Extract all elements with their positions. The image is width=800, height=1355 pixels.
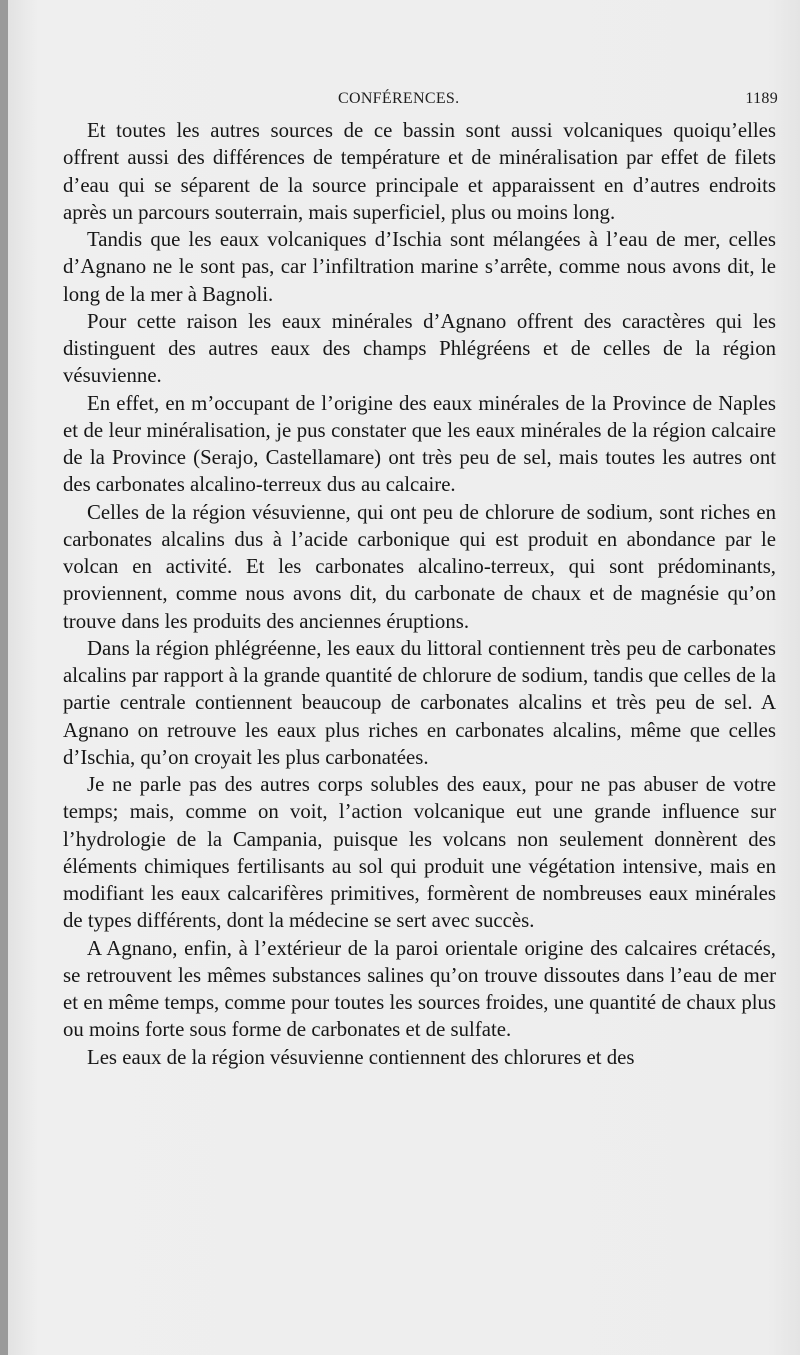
paragraph: Celles de la région vésuvienne, qui ont peu de chlorure de sodium, sont riches en carbonates alcalins dus à l’acide carbonique qui est produit en abondance par le volcan en activité. Et les carbonates alcalino-terreux, qui sont prédominants, proviennent, comme nous avons dit, du carbonate de chaux et de magnésie qu’on trouve dans les produits des anciennes éruptions. <box>63 500 776 633</box>
page-number: 1189 <box>745 90 778 107</box>
paragraph: Tandis que les eaux volcaniques d’Ischia sont mélangées à l’eau de mer, celles d’Agnano ne le sont pas, car l’infiltration marine s’arrête, comme nous avons dit, le long de la mer à Bagnoli. <box>63 228 776 306</box>
scanned-page <box>8 0 800 1355</box>
page-header <box>63 90 778 112</box>
paragraph: A Agnano, enfin, à l’extérieur de la paroi orientale origine des calcaires crétacés, se retrouvent les mêmes substances salines qu’on trouve dissoutes dans l’eau de mer et en même temps, comme pour toutes les sources froides, une quantité de chaux plus ou moins forte sous forme de carbonates et de sulfate. <box>63 936 776 1042</box>
paragraph: Les eaux de la région vésuvienne contiennent des chlorures et des <box>87 1045 635 1069</box>
paragraph: Dans la région phlégréenne, les eaux du littoral contiennent très peu de carbonates alcalins par rapport à la grande quantité de chlorure de sodium, tandis que celles de la partie centrale contiennent beaucoup de carbonates alcalins et très peu de sel. A Agnano on retrouve les eaux plus riches en carbonates alcalins, même que celles d’Ischia, qu’on croyait les plus carbonatées. <box>63 636 776 769</box>
running-head: CONFÉRENCES. <box>338 90 460 107</box>
paragraph: Et toutes les autres sources de ce bassin sont aussi volcaniques quoiqu’elles offrent aussi des différences de température et de minéralisation par effet de filets d’eau qui se séparent de la source principale et apparaissent en d’autres endroits après un parcours souterrain, mais superficiel, plus ou moins long. <box>63 119 776 224</box>
paragraph: Je ne parle pas des autres corps solubles des eaux, pour ne pas abuser de votre temps; mais, comme on voit, l’action volcanique eut une grande influence sur l’hydrologie de la Campania, puisque les volcans non seulement donnèrent des éléments chimiques fertilisants au sol qui produit une végétation intensive, mais en modifiant les eaux calcarifères primitives, formèrent de nombreuses eaux minérales de types différents, dont la médecine se sert avec succès. <box>63 773 776 933</box>
paragraph: En effet, en m’occupant de l’origine des eaux minérales de la Province de Naples et de leur minéralisation, je pus constater que les eaux minérales de la région calcaire de la Province (Serajo, Castellamare) ont très peu de sel, mais toutes les autres ont des carbonates alcalino-terreux dus au calcaire. <box>63 391 776 497</box>
body-text <box>63 117 776 1071</box>
paragraph: Pour cette raison les eaux minérales d’Agnano offrent des caractères qui les distinguent des autres eaux des champs Phlégréens et de celles de la région vésuvienne. <box>63 309 776 388</box>
